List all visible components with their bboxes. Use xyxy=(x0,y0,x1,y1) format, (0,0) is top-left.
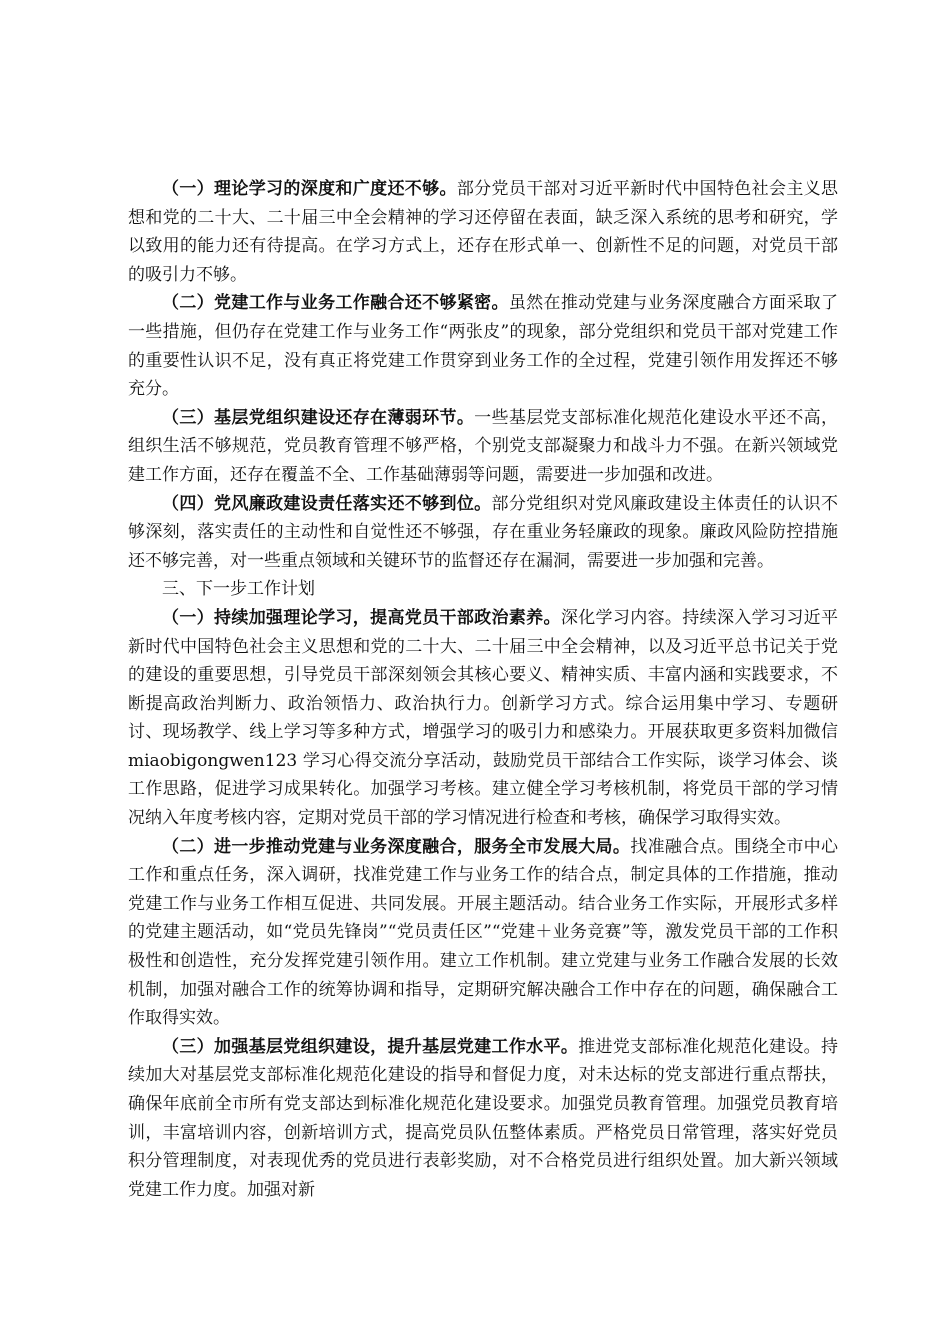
paragraph-text: 一些基层党支部标准化规范化建设水平还不高，组织生活不够规范，党员教育管理不够严格，个别党支部凝聚力和战斗力不强。在新兴领域党建工作方面，还存在覆盖不全、工作基础薄弱等问题，需要进一步加强和改进。 xyxy=(128,407,839,485)
paragraph-problem-1 xyxy=(128,175,838,289)
paragraph-lead: （二）党建工作与业务工作融合还不够紧密。 xyxy=(162,293,509,314)
paragraph-text: 找准融合点。围绕全市中心工作和重点任务，深入调研，找准党建工作与业务工作的结合点，制定具体的工作措施，推动党建工作与业务工作相互促进、共同发展。开展主题活动。结合业务工作实际，开展形式多样的党建主题活动，如“党员先锋岗”“党员责任区”“党建＋业务竞赛”等，激发党员干部的工作积极性和创造性，充分发挥党建引领作用。建立工作机制。建立党建与业务工作融合发展的长效机制，加强对融合工作的统筹协调和指导，定期研究解决融合工作中存在的问题，确保融合工作取得实效。 xyxy=(128,836,839,1029)
paragraph-plan-1 xyxy=(128,604,838,833)
paragraph-lead: （一）理论学习的深度和广度还不够。 xyxy=(162,179,457,199)
paragraph-lead: （二）进一步推动党建与业务深度融合，服务全市发展大局。 xyxy=(162,836,631,857)
paragraph-problem-3 xyxy=(128,404,838,490)
paragraph-text: 虽然在推动党建与业务深度融合方面采取了一些措施，但仍存在党建工作与业务工作“两张皮”的现象，部分党组织和党员干部对党建工作的重要性认识不足，没有真正将党建工作贯穿到业务工作的全过程，党建引领作用发挥还不够充分。 xyxy=(128,293,839,400)
document-body xyxy=(128,175,838,1204)
paragraph-lead: （四）党风廉政建设责任落实还不够到位。 xyxy=(162,493,492,514)
paragraph-problem-2 xyxy=(128,289,838,403)
paragraph-text: 部分党组织对党风廉政建设主体责任的认识不够深刻，落实责任的主动性和自觉性还不够强，存在重业务轻廉政的现象。廉政风险防控措施还不够完善，对一些重点领域和关键环节的监督还存在漏洞，需要进一步加强和完善。 xyxy=(128,493,838,571)
paragraph-text: 部分党员干部对习近平新时代中国特色社会主义思想和党的二十大、二十届三中全会精神的学习还停留在表面，缺乏深入系统的思考和研究，学以致用的能力还有待提高。在学习方式上，还存在形式单一、创新性不足的问题，对党员干部的吸引力不够。 xyxy=(128,179,839,285)
paragraph-lead: （三）加强基层党组织建设，提升基层党建工作水平。 xyxy=(162,1036,579,1057)
paragraph-plan-3 xyxy=(128,1033,838,1205)
section-heading xyxy=(128,575,838,604)
paragraph-lead: （三）基层党组织建设还存在薄弱环节。 xyxy=(162,407,475,428)
paragraph-problem-4 xyxy=(128,490,838,576)
paragraph-text: 深化学习内容。持续深入学习习近平新时代中国特色社会主义思想和党的二十大、二十届三中全会精神，以及习近平总书记关于党的建设的重要思想，引导党员干部深刻领会其核心要义、精神实质、丰富内涵和实践要求，不断提高政治判断力、政治领悟力、政治执行力。创新学习方式。综合运用集中学习、专题研讨、现场教学、线上学习等多种方式，增强学习的吸引力和感染力。开展获取更多资料加微信 miaobigongwen123 学习心得交流分享活动，鼓励党员干部结合工作实际，谈学习体会、谈工作思路，促进学习成果转化。加强学习考核。建立健全学习考核机制，将党员干部的学习情况纳入年度考核内容，定期对党员干部的学习情况进行检查和考核，确保学习取得实效。 xyxy=(128,607,839,829)
paragraph-lead: （一）持续加强理论学习，提高党员干部政治素养。 xyxy=(162,607,561,628)
paragraph-plan-2 xyxy=(128,833,838,1033)
paragraph-text: 推进党支部标准化规范化建设。持续加大对基层党支部标准化规范化建设的指导和督促力度，对未达标的党支部进行重点帮扶，确保年底前全市所有党支部达到标准化规范化建设要求。加强党员教育管理。加强党员教育培训，丰富培训内容，创新培训方式，提高党员队伍整体素质。严格党员日常管理，落实好党员积分管理制度，对表现优秀的党员进行表彰奖励，对不合格党员进行组织处置。加大新兴领域党建工作力度。加强对新 xyxy=(128,1036,839,1200)
section-heading-text: 三、下一步工作计划 xyxy=(162,579,315,600)
